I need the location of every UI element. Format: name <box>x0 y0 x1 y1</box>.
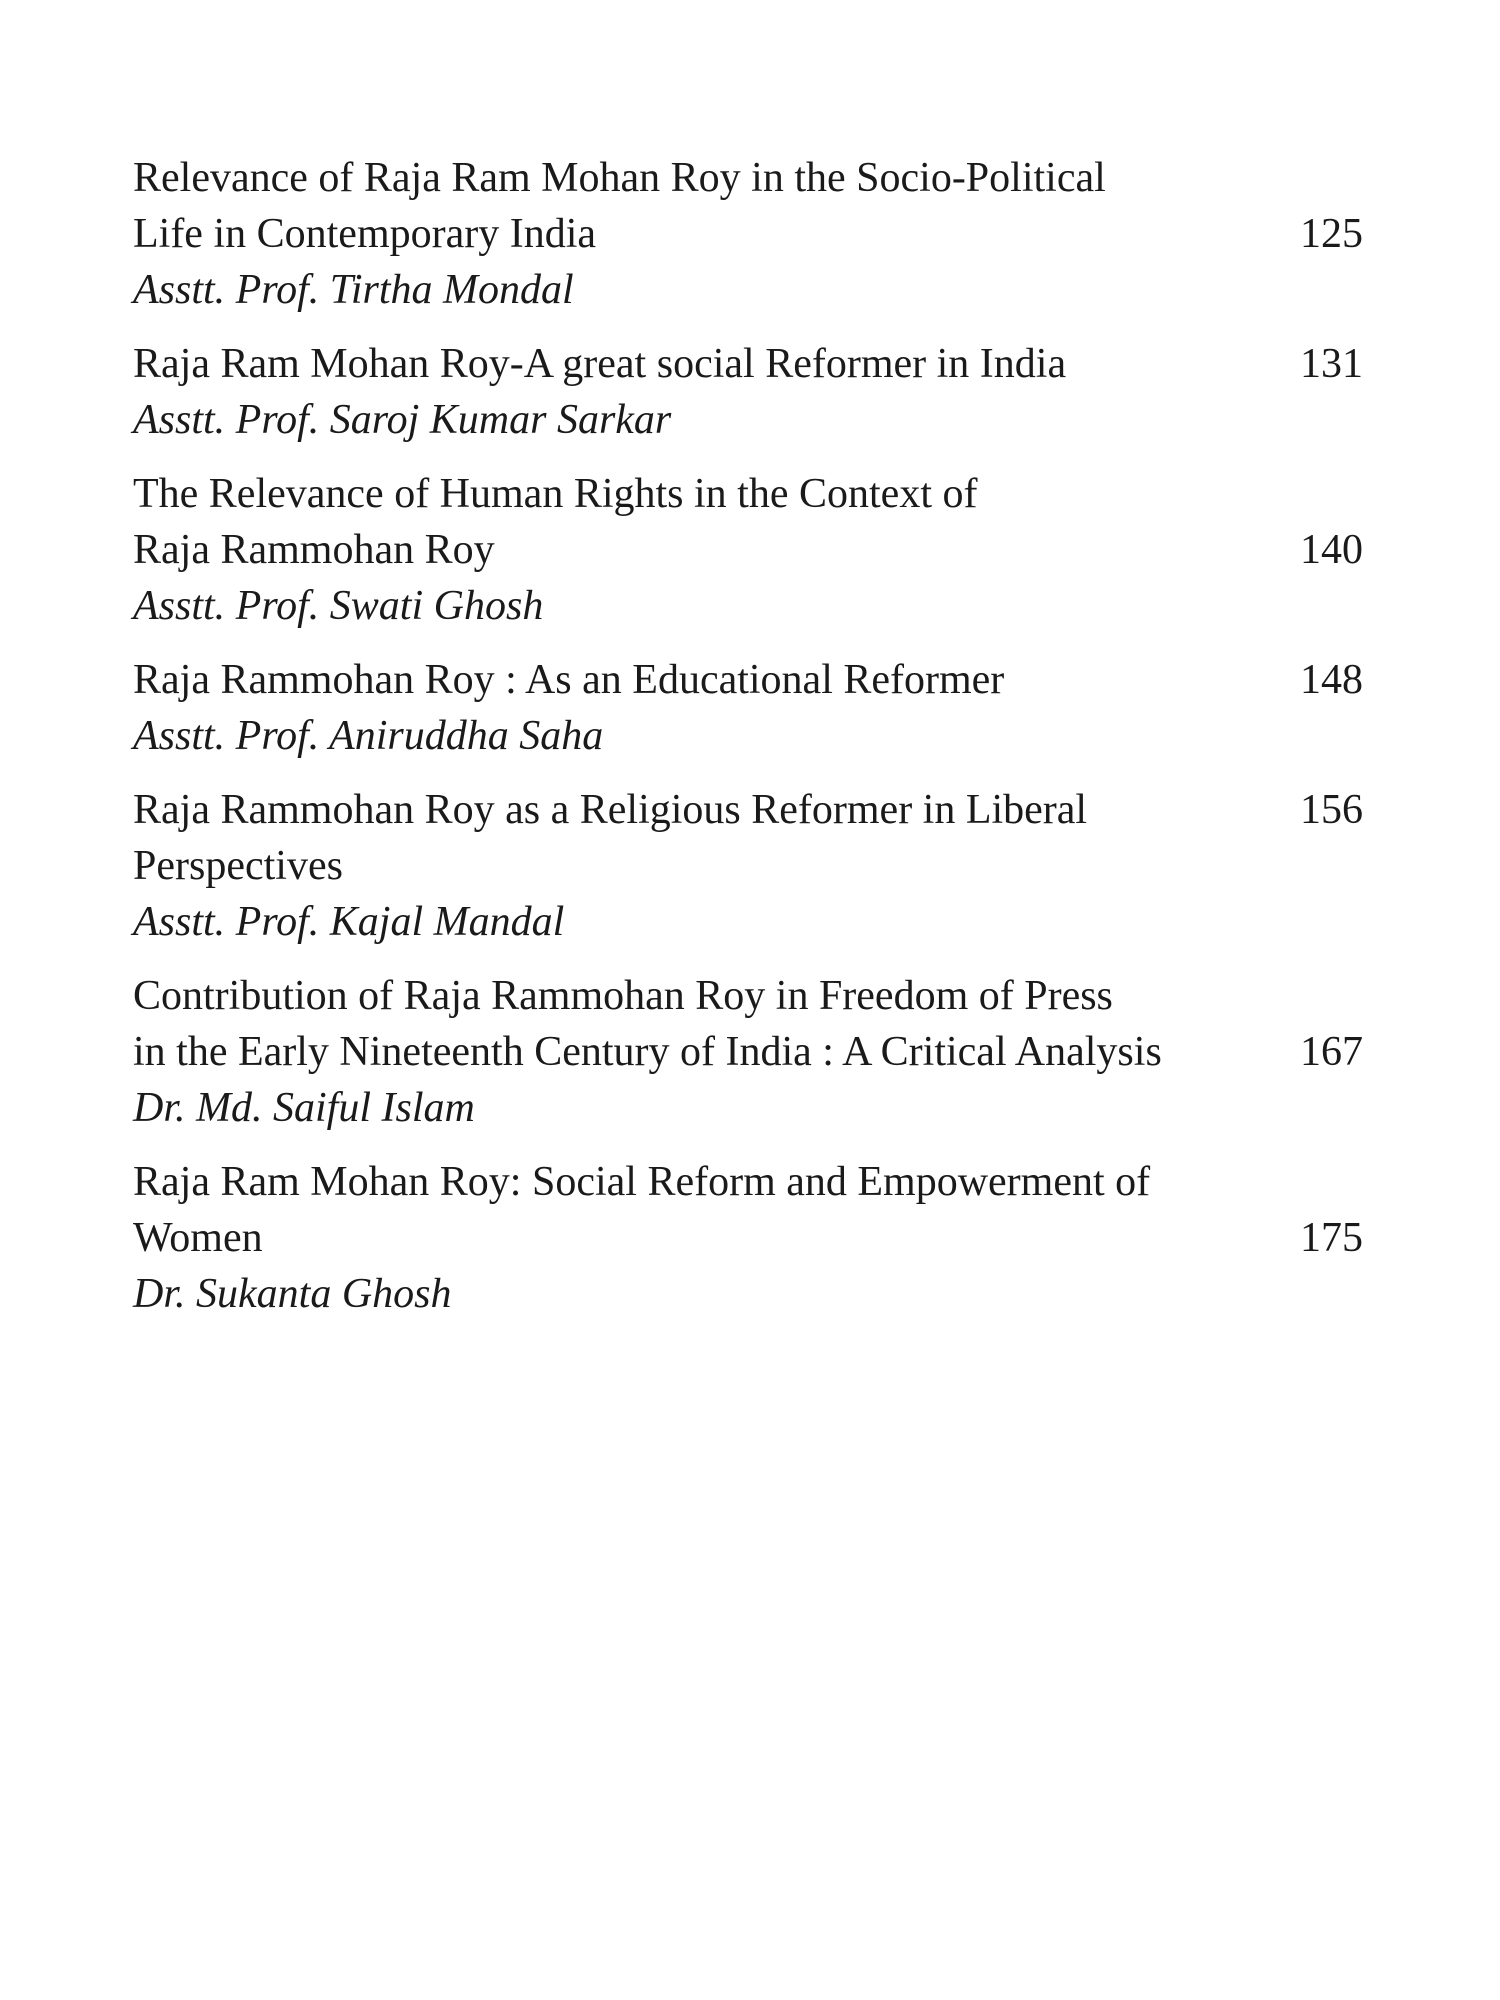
entry-title-line: Relevance of Raja Ram Mohan Roy in the Socio-Political <box>133 155 1106 201</box>
entry-page-number: 167 <box>1300 1029 1363 1075</box>
entry-page-number: 140 <box>1300 527 1363 573</box>
entry-page-number: 156 <box>1300 787 1363 833</box>
entry-title-line: Contribution of Raja Rammohan Roy in Freedom of Press <box>133 973 1113 1019</box>
entry-title-line: Perspectives <box>133 843 343 889</box>
entry-page-number: 148 <box>1300 657 1363 703</box>
table-of-contents <box>133 150 1363 1322</box>
toc-entry <box>133 968 1363 1136</box>
entry-author: Asstt. Prof. Tirtha Mondal <box>133 267 574 313</box>
entry-page-number: 175 <box>1300 1215 1363 1261</box>
entry-title-line: in the Early Nineteenth Century of India : A Critical Analysis <box>133 1029 1162 1075</box>
entry-author: Dr. Sukanta Ghosh <box>133 1271 452 1317</box>
entry-author: Asstt. Prof. Kajal Mandal <box>133 899 565 945</box>
toc-entry <box>133 336 1363 448</box>
entry-title-line: Women <box>133 1215 263 1261</box>
entry-title-line: Raja Ram Mohan Roy-A great social Reformer in India <box>133 341 1067 387</box>
toc-entry <box>133 466 1363 634</box>
entry-title-line: Raja Rammohan Roy : As an Educational Reformer <box>133 657 1005 703</box>
entry-author: Asstt. Prof. Aniruddha Saha <box>133 713 604 759</box>
entry-page-number: 125 <box>1300 211 1363 257</box>
entry-page-number: 131 <box>1300 341 1363 387</box>
entry-title-line: The Relevance of Human Rights in the Context of <box>133 471 978 517</box>
toc-entry <box>133 150 1363 318</box>
entry-author: Asstt. Prof. Swati Ghosh <box>133 583 544 629</box>
toc-entry <box>133 1154 1363 1322</box>
entry-title-line: Raja Rammohan Roy <box>133 527 495 573</box>
entry-author: Dr. Md. Saiful Islam <box>133 1085 475 1131</box>
toc-entry <box>133 652 1363 764</box>
entry-title-line: Life in Contemporary India <box>133 211 597 257</box>
entry-author: Asstt. Prof. Saroj Kumar Sarkar <box>133 397 672 443</box>
entry-title-line: Raja Rammohan Roy as a Religious Reformer in Liberal <box>133 787 1088 833</box>
toc-entry <box>133 782 1363 950</box>
entry-title-line: Raja Ram Mohan Roy: Social Reform and Empowerment of <box>133 1159 1151 1205</box>
